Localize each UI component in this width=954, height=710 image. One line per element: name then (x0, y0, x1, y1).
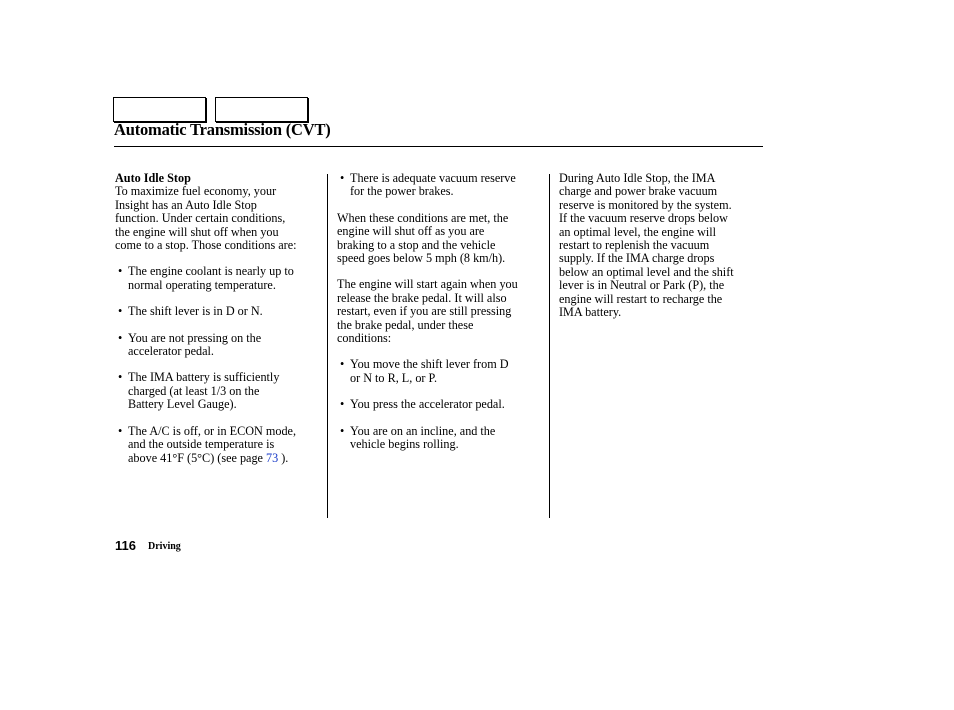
bullet-icon: • (340, 357, 345, 372)
page-link[interactable]: 73 (266, 450, 279, 465)
condition-bullet: • The IMA battery is sufficiently charged (at least 1/3 on the Battery Level Gauge). (118, 370, 280, 412)
bullet-icon: • (340, 423, 345, 438)
page-title: Automatic Transmission (CVT) (114, 120, 331, 139)
restart-bullet: • You move the shift lever from D or N to R, L, or P. (340, 357, 509, 385)
column-divider (549, 174, 550, 518)
condition-bullet: • The shift lever is in D or N. (118, 304, 263, 319)
condition-bullet: • You are not pressing on the accelerator pedal. (118, 330, 262, 359)
bullet-icon: • (118, 330, 123, 345)
page-number: 116 (115, 538, 136, 553)
body-paragraph: The engine will start again when you release the brake pedal. It will also restart, even if you are still pressing the brake pedal, under these conditions: (337, 277, 518, 346)
intro-paragraph: To maximize fuel economy, your Insight has an Auto Idle Stop function. Under certain conditions, the engine will shut off when you come to a stop. Those conditions are: (115, 184, 297, 253)
bullet-icon: • (118, 423, 123, 438)
column-divider (327, 174, 328, 518)
condition-bullet: • There is adequate vacuum reserve for the power brakes. (340, 171, 516, 199)
bullet-icon: • (118, 304, 123, 319)
section-name: Driving (148, 541, 181, 552)
body-paragraph: When these conditions are met, the engine will shut off as you are braking to a stop and the vehicle speed goes below 5 mph (8 km/h). (337, 210, 509, 266)
body-paragraph: During Auto Idle Stop, the IMA charge and power brake vacuum reserve is monitored by the system. If the vacuum reserve drops below an optimal level, the engine will restart to replenish the vacuum supply. If the IMA charge drops below an optimal level and the shift lever is in Neutral or Park (P), the engine will restart to recharge the IMA battery. (559, 171, 734, 320)
restart-bullet: • You are on an incline, and the vehicle begins rolling. (340, 423, 496, 452)
column-2 (337, 172, 547, 452)
bullet-icon: • (118, 370, 123, 385)
bullet-icon: • (340, 397, 345, 412)
column-3 (559, 172, 764, 319)
section-heading: Auto Idle Stop (115, 171, 191, 185)
nav-button-main-menu[interactable] (113, 97, 206, 122)
column-1 (115, 172, 325, 465)
restart-bullet: • You press the accelerator pedal. (340, 397, 505, 412)
condition-bullet: • The A/C is off, or in ECON mode, and the outside temperature is above 41°F (5°C) (see page 73 ). (118, 423, 297, 465)
condition-bullet: • The engine coolant is nearly up to normal operating temperature. (118, 264, 294, 292)
nav-button-index[interactable] (215, 97, 308, 122)
bullet-icon: • (340, 171, 345, 185)
title-divider (114, 146, 763, 147)
bullet-icon: • (118, 264, 123, 279)
